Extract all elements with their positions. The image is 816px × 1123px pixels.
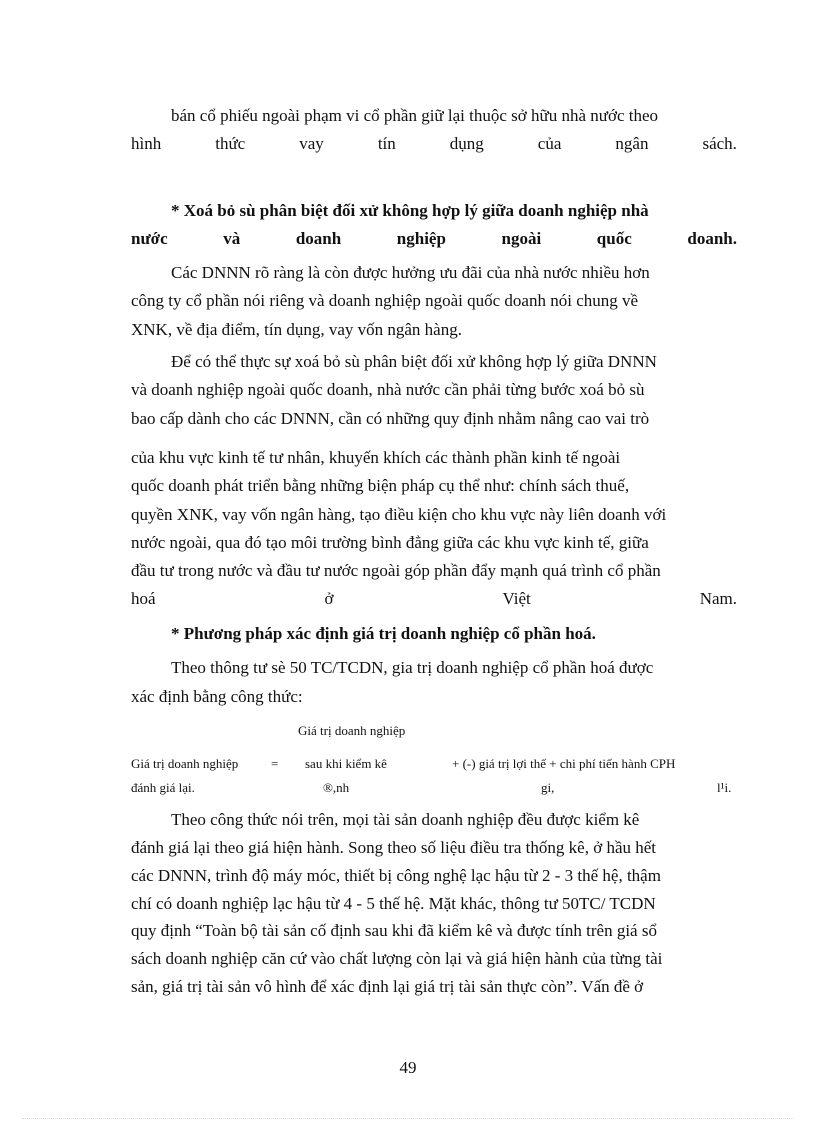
text-line: đánh giá lại theo giá hiện hành. Song theo số liệu điều tra thống kê, ở hầu hết [131,838,657,857]
word: của [537,134,562,153]
formula-fragment: gi, [541,780,555,795]
word: doanh [295,229,342,248]
formula-top-label: Giá trị doanh nghiệp [298,723,406,738]
text-line: Theo thông tư sè 50 TC/TCDN, gia trị doanh nghiệp cổ phần hoá được [171,658,654,677]
word: và [223,229,241,248]
word: ngân [615,134,649,153]
word: Nam. [699,589,737,608]
section-heading-justified [131,227,737,251]
formula-fragment: l¹i. [717,780,732,795]
text-line: xác định bằng công thức: [131,687,303,706]
page-number: 49 [399,1058,417,1077]
text-line: quốc doanh phát triển bằng những biện pháp cụ thể như: chính sách thuế, [131,476,630,495]
formula-middle-label: sau khi kiểm kê [305,756,387,771]
text-line-justified [131,587,737,611]
word: sách. [702,134,737,153]
text-line: công ty cổ phần nói riêng và doanh nghiệp ngoài quốc doanh nói chung về [131,291,639,310]
word: tín [377,134,396,153]
page-footer-divider [22,1118,794,1119]
formula-middle-label-2: ®,nh [323,780,350,795]
text-line: Theo công thức nói trên, mọi tài sản doanh nghiệp đều được kiểm kê [171,810,640,829]
text-line: quy định “Toàn bộ tài sản cố định sau khi đã kiểm kê và được tính trên giá sổ [131,921,657,940]
word: hoá [131,589,156,608]
text-line: của khu vực kinh tế tư nhân, khuyến khích các thành phần kinh tế ngoài [131,448,621,467]
text-line: chí có doanh nghiệp lạc hậu từ 4 - 5 thế hệ. Mặt khác, thông tư 50TC/ TCDN [131,894,656,913]
text-line-justified [131,132,737,156]
text-line: nước ngoài, qua đó tạo môi trường bình đẳng giữa các khu vực kinh tế, giữa [131,533,649,552]
text-line: sách doanh nghiệp căn cứ vào chất lượng còn lại và giá hiện hành của từng tài [131,949,663,968]
word: nước [131,229,168,248]
formula-equals: = [271,756,279,771]
word: thức [215,134,246,153]
text-line: đầu tư trong nước và đầu tư nước ngoài góp phần đẩy mạnh quá trình cổ phần [131,561,661,580]
word: hình [131,134,162,153]
text-line: XNK, về địa điểm, tín dụng, vay vốn ngân hàng. [131,320,462,339]
text-line: Các DNNN rõ ràng là còn được hưởng ưu đãi của nhà nước nhiều hơn [171,263,650,282]
word: dụng [449,134,484,153]
word: Việt [502,589,531,608]
text-line: sản, giá trị tài sản vô hình để xác định lại giá trị tài sản thực còn”. Vấn đề ở [131,977,644,996]
text-line: Để có thể thực sự xoá bỏ sù phân biệt đối xử không hợp lý giữa DNNN [171,352,657,371]
word: nghiệp [396,229,446,248]
text-line: các DNNN, trình độ máy móc, thiết bị công nghệ lạc hậu từ 2 - 3 thế hệ, thậm [131,866,661,885]
formula-right-terms: + (-) giá trị lợi thế + chi phí tiến hành CPH [452,756,676,771]
section-heading: * Phương pháp xác định giá trị doanh nghiệp cổ phần hoá. [171,624,596,643]
word: vay [299,134,324,153]
word: doanh. [687,229,737,248]
formula-left-label: Giá trị doanh nghiệp [131,756,239,771]
text-line: bao cấp dành cho các DNNN, cần có những quy định nhằm nâng cao vai trò [131,409,650,428]
text-line: và doanh nghiệp ngoài quốc doanh, nhà nước cần phải từng bước xoá bỏ sù [131,380,645,399]
text-line: bán cổ phiếu ngoài phạm vi cổ phần giữ lại thuộc sở hữu nhà nước theo [171,106,659,125]
formula-left-label-2: đánh giá lại. [131,780,195,795]
text-line: quyền XNK, vay vốn ngân hàng, tạo điều kiện cho khu vực này liên doanh với [131,505,667,524]
word: quốc [596,229,632,248]
section-heading: * Xoá bỏ sù phân biệt đối xử không hợp lý giữa doanh nghiệp nhà [171,201,649,220]
word: ở [324,589,334,608]
word: ngoài [501,229,542,248]
